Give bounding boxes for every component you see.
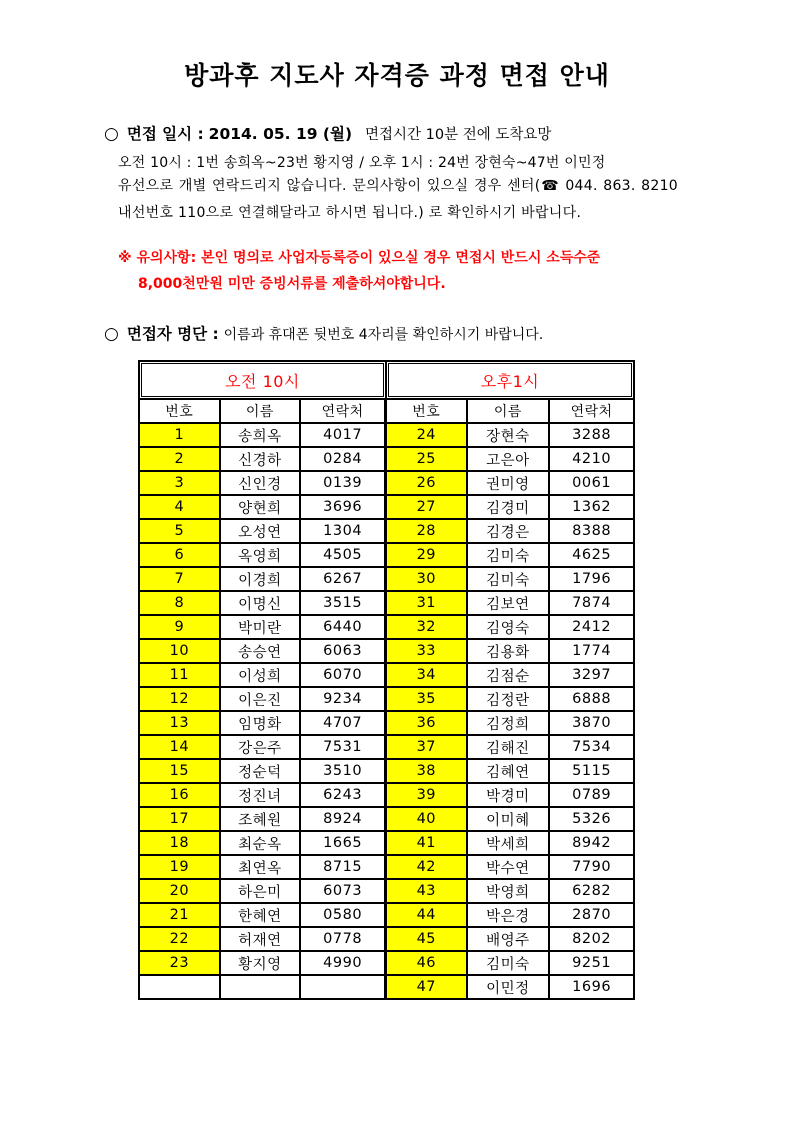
number-cell: 43 <box>386 879 467 903</box>
col-header: 이름 <box>220 399 301 423</box>
phone-cell: 6267 <box>300 567 386 591</box>
table-row <box>139 663 634 687</box>
col-header: 번호 <box>139 399 220 423</box>
name-cell: 김해진 <box>467 735 550 759</box>
number-cell: 23 <box>139 951 220 975</box>
name-cell: 김경은 <box>467 519 550 543</box>
arrival-note: 면접시간 10분 전에 도착요망 <box>365 127 552 143</box>
number-cell: 39 <box>386 783 467 807</box>
name-cell: 김영숙 <box>467 615 550 639</box>
name-cell: 이명신 <box>220 591 301 615</box>
table-row <box>139 879 634 903</box>
number-cell: 13 <box>139 711 220 735</box>
phone-cell: 4210 <box>549 447 634 471</box>
phone-cell: 5326 <box>549 807 634 831</box>
phone-cell: 7790 <box>549 855 634 879</box>
table-row <box>139 951 634 975</box>
name-cell: 김미숙 <box>467 567 550 591</box>
name-cell: 옥영희 <box>220 543 301 567</box>
number-cell: 11 <box>139 663 220 687</box>
table-row <box>139 831 634 855</box>
phone-cell: 3515 <box>300 591 386 615</box>
number-cell: 14 <box>139 735 220 759</box>
phone-cell: 6282 <box>549 879 634 903</box>
phone-cell: 1362 <box>549 495 634 519</box>
number-cell: 46 <box>386 951 467 975</box>
name-cell: 송승연 <box>220 639 301 663</box>
phone-cell: 9234 <box>300 687 386 711</box>
phone-cell: 7874 <box>549 591 634 615</box>
number-cell: 38 <box>386 759 467 783</box>
phone-cell: 2412 <box>549 615 634 639</box>
name-cell: 배영주 <box>467 927 550 951</box>
number-cell: 33 <box>386 639 467 663</box>
name-cell: 김미숙 <box>467 543 550 567</box>
table-row <box>139 687 634 711</box>
number-cell: 3 <box>139 471 220 495</box>
phone-cell: 8202 <box>549 927 634 951</box>
phone-cell: 0580 <box>300 903 386 927</box>
phone-cell: 8388 <box>549 519 634 543</box>
warning-notice <box>118 245 678 297</box>
number-cell: 10 <box>139 639 220 663</box>
name-cell: 송희옥 <box>220 423 301 447</box>
number-cell: 24 <box>386 423 467 447</box>
phone-cell: 0789 <box>549 783 634 807</box>
name-cell: 김정란 <box>467 687 550 711</box>
phone-cell: 3288 <box>549 423 634 447</box>
phone-cell: 0139 <box>300 471 386 495</box>
number-cell: 2 <box>139 447 220 471</box>
number-cell: 44 <box>386 903 467 927</box>
phone-cell: 3696 <box>300 495 386 519</box>
table-row <box>139 447 634 471</box>
name-cell: 박영희 <box>467 879 550 903</box>
warning-line-1: ※ 유의사항: 본인 명의로 사업자등록증이 있으실 경우 면접시 반드시 소득수준 <box>118 250 601 266</box>
name-cell: 이민정 <box>467 975 550 999</box>
phone-cell: 6243 <box>300 783 386 807</box>
name-cell: 김점순 <box>467 663 550 687</box>
number-cell: 31 <box>386 591 467 615</box>
table-row <box>139 783 634 807</box>
schedule-heading <box>104 122 551 144</box>
name-cell: 최순옥 <box>220 831 301 855</box>
phone-cell: 3297 <box>549 663 634 687</box>
table-row <box>139 471 634 495</box>
name-cell: 김경미 <box>467 495 550 519</box>
name-cell: 정순덕 <box>220 759 301 783</box>
name-cell: 장현숙 <box>467 423 550 447</box>
number-cell: 41 <box>386 831 467 855</box>
name-cell: 박은경 <box>467 903 550 927</box>
phone-cell: 4017 <box>300 423 386 447</box>
table-row <box>139 711 634 735</box>
session-afternoon: 오후1시 <box>386 361 634 399</box>
circle-bullet-icon: ○ <box>104 324 119 344</box>
table-row <box>139 807 634 831</box>
number-cell: 18 <box>139 831 220 855</box>
number-cell: 20 <box>139 879 220 903</box>
phone-cell: 7534 <box>549 735 634 759</box>
number-cell: 37 <box>386 735 467 759</box>
name-cell: 임명화 <box>220 711 301 735</box>
number-cell <box>139 975 220 999</box>
col-header: 번호 <box>386 399 467 423</box>
number-cell: 12 <box>139 687 220 711</box>
table-row <box>139 567 634 591</box>
phone-cell: 1304 <box>300 519 386 543</box>
number-cell: 17 <box>139 807 220 831</box>
phone-cell: 8924 <box>300 807 386 831</box>
col-header: 연락처 <box>549 399 634 423</box>
phone-cell <box>300 975 386 999</box>
name-cell: 김보연 <box>467 591 550 615</box>
table-row <box>139 735 634 759</box>
interviewee-table <box>138 360 635 1000</box>
roster-note: 이름과 휴대폰 뒷번호 4자리를 확인하시기 바랍니다. <box>223 327 544 343</box>
phone-cell: 4625 <box>549 543 634 567</box>
col-header: 이름 <box>467 399 550 423</box>
table-row <box>139 423 634 447</box>
name-cell: 황지영 <box>220 951 301 975</box>
schedule-label: 면접 일시 : <box>126 125 204 143</box>
number-cell: 27 <box>386 495 467 519</box>
name-cell: 강은주 <box>220 735 301 759</box>
name-cell: 신경하 <box>220 447 301 471</box>
phone-cell: 6073 <box>300 879 386 903</box>
name-cell: 오성연 <box>220 519 301 543</box>
table-row <box>139 639 634 663</box>
table-row <box>139 615 634 639</box>
session-morning: 오전 10시 <box>139 361 386 399</box>
number-cell: 40 <box>386 807 467 831</box>
name-cell: 하은미 <box>220 879 301 903</box>
name-cell: 신인경 <box>220 471 301 495</box>
phone-cell: 4990 <box>300 951 386 975</box>
col-header: 연락처 <box>300 399 386 423</box>
number-cell: 45 <box>386 927 467 951</box>
phone-cell: 1665 <box>300 831 386 855</box>
name-cell: 권미영 <box>467 471 550 495</box>
phone-cell: 3510 <box>300 759 386 783</box>
table-row <box>139 927 634 951</box>
phone-cell: 4707 <box>300 711 386 735</box>
name-cell: 한혜연 <box>220 903 301 927</box>
interview-date: 2014. 05. 19 (월) <box>208 125 353 143</box>
table-header-row <box>139 399 634 423</box>
name-cell <box>220 975 301 999</box>
number-cell: 19 <box>139 855 220 879</box>
phone-cell: 6070 <box>300 663 386 687</box>
number-cell: 35 <box>386 687 467 711</box>
table-row <box>139 759 634 783</box>
table-row <box>139 975 634 999</box>
phone-cell: 8715 <box>300 855 386 879</box>
number-cell: 16 <box>139 783 220 807</box>
phone-cell: 3870 <box>549 711 634 735</box>
phone-cell: 0061 <box>549 471 634 495</box>
number-cell: 7 <box>139 567 220 591</box>
name-cell: 김용화 <box>467 639 550 663</box>
phone-cell: 5115 <box>549 759 634 783</box>
number-cell: 15 <box>139 759 220 783</box>
circle-bullet-icon: ○ <box>104 124 119 144</box>
phone-cell: 6063 <box>300 639 386 663</box>
number-cell: 8 <box>139 591 220 615</box>
roster-heading <box>104 322 543 344</box>
phone-cell: 7531 <box>300 735 386 759</box>
phone-cell: 0778 <box>300 927 386 951</box>
phone-cell: 1774 <box>549 639 634 663</box>
contact-paragraph: 유선으로 개별 연락드리지 않습니다. 문의사항이 있으실 경우 센터(☎ 044. 863. 8210 내선번호 110으로 연결해달라고 하시면 됩니다.) 로 확인하시기 바랍니다. <box>118 178 678 221</box>
table-row <box>139 855 634 879</box>
name-cell: 조혜원 <box>220 807 301 831</box>
number-cell: 21 <box>139 903 220 927</box>
name-cell: 김정희 <box>467 711 550 735</box>
name-cell: 김혜연 <box>467 759 550 783</box>
number-cell: 26 <box>386 471 467 495</box>
name-cell: 이은진 <box>220 687 301 711</box>
table-row <box>139 903 634 927</box>
number-cell: 36 <box>386 711 467 735</box>
number-cell: 22 <box>139 927 220 951</box>
number-cell: 28 <box>386 519 467 543</box>
number-cell: 25 <box>386 447 467 471</box>
name-cell: 박수연 <box>467 855 550 879</box>
number-cell: 5 <box>139 519 220 543</box>
name-cell: 최연옥 <box>220 855 301 879</box>
page-title: 방과후 지도사 자격증 과정 면접 안내 <box>184 61 610 90</box>
name-cell: 이성희 <box>220 663 301 687</box>
number-cell: 6 <box>139 543 220 567</box>
name-cell: 박세희 <box>467 831 550 855</box>
number-cell: 29 <box>386 543 467 567</box>
name-cell: 박경미 <box>467 783 550 807</box>
sessions-line: 오전 10시 : 1번 송희옥~23번 황지영 / 오후 1시 : 24번 장현숙~47번 이민정 <box>118 155 606 171</box>
phone-cell: 4505 <box>300 543 386 567</box>
phone-cell: 2870 <box>549 903 634 927</box>
name-cell: 양현희 <box>220 495 301 519</box>
number-cell: 42 <box>386 855 467 879</box>
table-row <box>139 495 634 519</box>
name-cell: 이미혜 <box>467 807 550 831</box>
name-cell: 정진녀 <box>220 783 301 807</box>
phone-cell: 8942 <box>549 831 634 855</box>
name-cell: 이경희 <box>220 567 301 591</box>
name-cell: 김미숙 <box>467 951 550 975</box>
warning-line-2: 8,000천만원 미만 증빙서류를 제출하셔야합니다. <box>138 276 446 292</box>
phone-cell: 9251 <box>549 951 634 975</box>
roster-label: 면접자 명단 : <box>126 325 219 343</box>
phone-cell: 6440 <box>300 615 386 639</box>
number-cell: 9 <box>139 615 220 639</box>
phone-cell: 6888 <box>549 687 634 711</box>
name-cell: 고은아 <box>467 447 550 471</box>
phone-cell: 0284 <box>300 447 386 471</box>
table-row <box>139 591 634 615</box>
name-cell: 허재연 <box>220 927 301 951</box>
table-row <box>139 519 634 543</box>
phone-cell: 1796 <box>549 567 634 591</box>
number-cell: 32 <box>386 615 467 639</box>
number-cell: 1 <box>139 423 220 447</box>
table-row <box>139 543 634 567</box>
number-cell: 47 <box>386 975 467 999</box>
number-cell: 4 <box>139 495 220 519</box>
phone-cell: 1696 <box>549 975 634 999</box>
name-cell: 박미란 <box>220 615 301 639</box>
number-cell: 30 <box>386 567 467 591</box>
number-cell: 34 <box>386 663 467 687</box>
